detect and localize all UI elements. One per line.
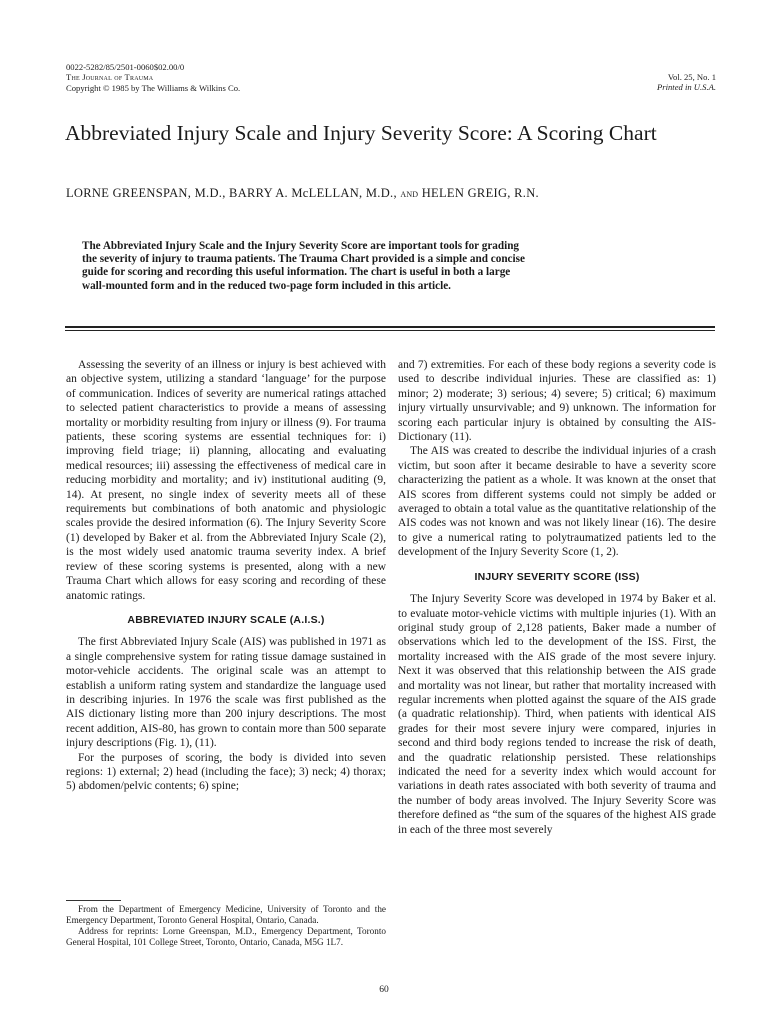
section-rule-top <box>65 326 715 328</box>
volume-issue: Vol. 25, No. 1 <box>667 72 716 82</box>
right-column <box>398 358 716 837</box>
footnote-department: From the Department of Emergency Medicine, University of Toronto and the Emergency Department, Toronto General Hospital, Ontario, Canada. <box>66 904 386 925</box>
header-left <box>66 62 240 93</box>
journal-name: The Journal of Trauma <box>66 72 154 83</box>
abstract: The Abbreviated Injury Scale and the Injury Severity Score are important tools for grading the severity of injury to trauma patients. The Trauma Chart provided is a simple and concise guide for scoring and recording this useful information. The chart is useful in both a large wall-mounted form and in the reduced two-page form included in this article. <box>82 240 525 292</box>
ais-paragraph-1: The first Abbreviated Injury Scale (AIS) was published in 1971 as a single comprehensive system for rating tissue damage sustained in motor-vehicle accidents. The original scale was an attempt to establish a uniform rating system and standardize the language used in describing injuries. In 1976 the scale was first published as the AIS dictionary listing more than 200 injury descriptions. The most recent addition, AIS-80, has grown to contain more than 500 separate injury descriptions (Fig. 1), (11). <box>66 636 386 750</box>
authors-and: and <box>400 188 419 200</box>
header-right <box>657 72 716 93</box>
heading-iss: INJURY SEVERITY SCORE (ISS) <box>474 570 640 583</box>
left-column <box>66 358 386 794</box>
copyright-line: Copyright © 1985 by The Williams & Wilkins Co. <box>66 82 241 93</box>
footnote-reprints: Address for reprints: Lorne Greenspan, M.D., Emergency Department, Toronto General Hospital, 101 College Street, Toronto, Ontario, Canada, M5G 1L7. <box>66 926 386 947</box>
section-rule-bottom <box>65 330 715 331</box>
heading-ais: ABBREVIATED INJURY SCALE (A.I.S.) <box>127 613 325 626</box>
authors-last: HELEN GREIG, R.N. <box>421 186 539 200</box>
page-number: 60 <box>379 985 389 995</box>
intro-paragraph: Assessing the severity of an illness or injury is best achieved with an objective system, utilizing a standard ‘language’ for the purpose of communication. Indices of severity are numerical ratings attached to selected patient characteristics to provide a means of assessing mortality or morbidity resulting from injury or illness (9). For trauma patients, these scoring systems are essential techniques for: i) improving field triage; ii) planning, allocating and evaluating medical resources; iii) assessing the effectiveness of medical care in reducing morbidity and mortality; and iv) institutional auditing (9, 14). At present, no single index of severity meets all of these requirements but combinations of both anatomic and physiologic scales provide the desired information (6). The Injury Severity Score (1) developed by Baker et al. from the Abbreviated Injury Scale (2), is the most widely used anatomic trauma severity index. A brief review of these scoring systems is presented, along with a new Trauma Chart which allows for easy scoring and recording of these anatomic ratings. <box>66 359 386 602</box>
author-list <box>66 186 539 201</box>
ais-paragraph-2: For the purposes of scoring, the body is divided into seven regions: 1) external; 2) head (including the face); 3) neck; 4) thorax; 5) abdomen/pelvic contents; 6) spine; <box>66 751 386 793</box>
article-code: 0022-5282/85/2501-0060$02.00/0 <box>66 62 185 72</box>
footnote-divider <box>66 900 121 901</box>
printed-in: Printed in U.S.A. <box>657 82 716 93</box>
ais-paragraph-3: The AIS was created to describe the individual injuries of a crash victim, but soon after it became desirable to have a severity score characterizing the patient as a whole. It was known at the onset that AIS scores from different systems could not simply be added or averaged to obtain a total value as the quantitative relationship of the AIS codes was not known and was not likely linear (16). The desire to give a numerical rating to polytraumatized patients led to the development of the Injury Severity Score (1, 2). <box>398 445 716 559</box>
continued-paragraph: and 7) extremities. For each of these body regions a severity code is used to describe individual injuries. These are classified as: 1) minor; 2) moderate; 3) serious; 4) severe; 5) critical; 6) maximum injury virtually unsurvivable; and 9) unknown. The information for scoring each particular injury is obtained by consulting the AIS-Dictionary (11). <box>398 359 716 444</box>
article-title: Abbreviated Injury Scale and Injury Severity Score: A Scoring Chart <box>65 121 657 145</box>
footnotes <box>66 904 386 948</box>
authors-first: LORNE GREENSPAN, M.D., BARRY A. McLELLAN, M.D., <box>66 186 397 200</box>
iss-paragraph-1: The Injury Severity Score was developed in 1974 by Baker et al. to evaluate motor-vehicle victims with multiple injuries (1). With an original study group of 2,128 patients, Baker made a number of observations which led to the development of the ISS. First, the mortality increased with the AIS grade of the most severe injury. Next it was observed that this relationship between the AIS grade and mortality was not linear, but rather that mortality increased with regular increments when plotted against the square of the AIS grade (a quadratic relationship). Third, when patients with identical AIS grades for their most severe injury were compared, injuries in second and third body regions tended to increase the risk of death, and the quadratic relationship persisted. These relationships indicated the need for a severity index which would account for variations in death rates associated with both severity of trauma and the number of body areas involved. The Injury Severity Score was therefore defined as “the sum of the squares of the highest AIS grade in each of the three most severely <box>398 593 716 836</box>
